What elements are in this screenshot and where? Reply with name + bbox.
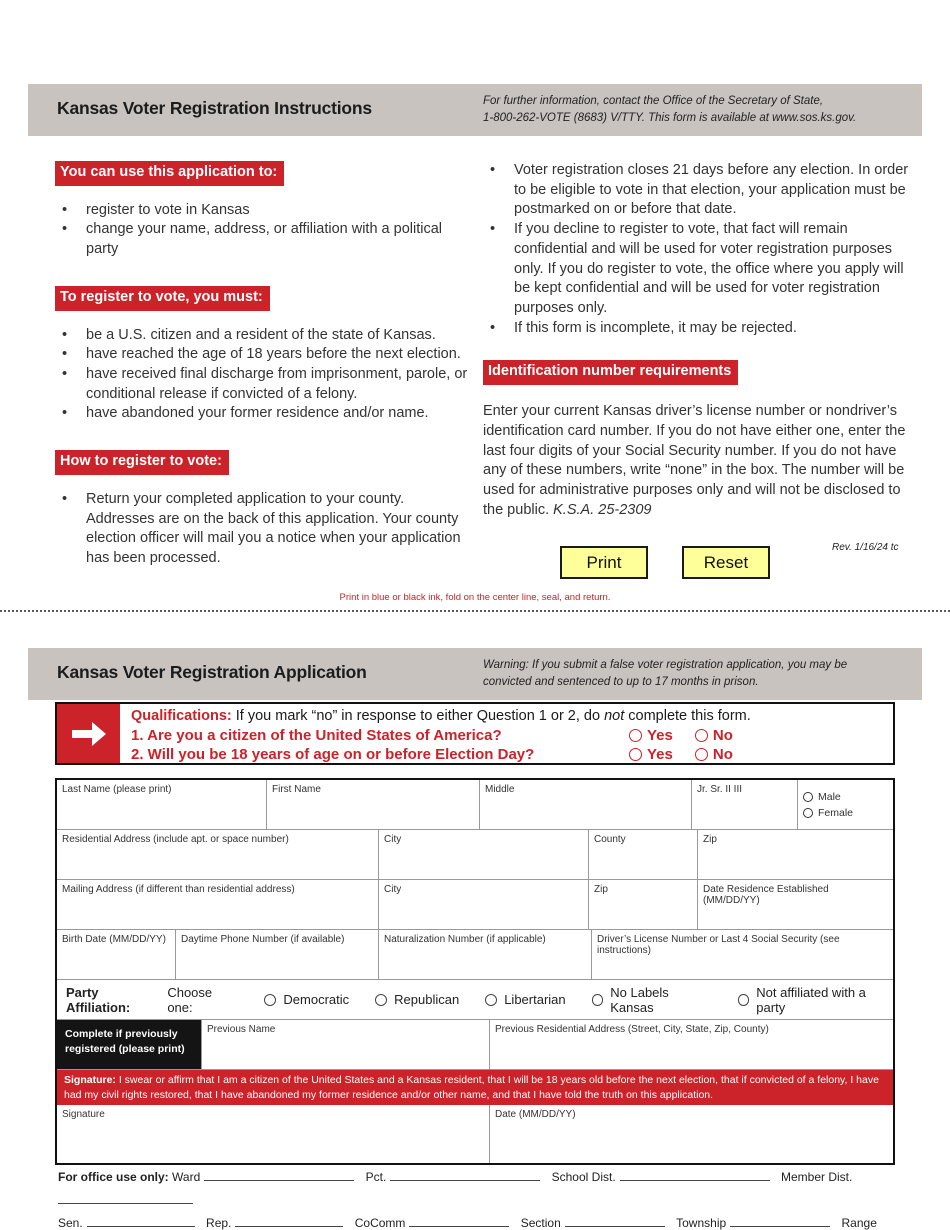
field-label: Date Residence Established (MM/DD/YY) [703, 884, 829, 906]
signature-oath-label: Signature: [64, 1074, 116, 1086]
office-blank [87, 1214, 195, 1227]
mailing-address-field[interactable] [57, 880, 379, 929]
yes-label: Yes [647, 726, 673, 744]
qualifications-text [120, 704, 893, 763]
radio-icon [629, 729, 642, 742]
radio-icon [264, 994, 276, 1006]
q2-no-radio[interactable] [695, 745, 733, 764]
question-2-row [131, 745, 885, 764]
arrow-right-icon [57, 704, 120, 763]
qualifications-intro-em: not [604, 708, 625, 724]
party-option-label: Libertarian [504, 992, 566, 1007]
male-label: Male [818, 790, 841, 803]
instructions-header-band [28, 84, 922, 136]
field-label: Zip [703, 834, 717, 845]
daytime-phone-field[interactable] [176, 930, 379, 979]
field-label: Naturalization Number (if applicable) [384, 934, 546, 945]
field-label: First Name [272, 784, 321, 795]
how-section-list [55, 490, 471, 569]
qualifications-intro-post: complete this form. [624, 708, 751, 724]
radio-icon [375, 994, 387, 1006]
party-not-affiliated-radio[interactable] [738, 985, 893, 1015]
list-item: • have received final discharge from imprisonment, parole, or conditional release if convicted of a felony. [55, 365, 471, 404]
radio-icon [485, 994, 497, 1006]
office-blank [390, 1168, 540, 1181]
identification-row [57, 930, 893, 980]
party-democratic-radio[interactable] [264, 992, 349, 1007]
party-option-label: No Labels Kansas [610, 984, 669, 1015]
instructions-left-column [55, 161, 471, 595]
question-2-text: 2. Will you be 18 years of age on or before Election Day? [131, 745, 535, 763]
naturalization-field[interactable] [379, 930, 592, 979]
office-field-label: Section [520, 1215, 561, 1230]
county-field[interactable] [589, 830, 698, 879]
q1-no-radio[interactable] [695, 726, 733, 745]
statute-citation: K.S.A. 25-2309 [553, 501, 652, 518]
suffix-field[interactable] [692, 780, 798, 829]
list-item: • If you decline to register to vote, that fact will remain confidential and will be used for voter registration purposes only. If you do register to vote, the office where you apply will be kept confidential and will be used for voter registration purposes only. [483, 220, 921, 319]
signature-oath-text: I swear or affirm that I am a citizen of the United States and a Kansas resident, that I will be 18 years old before the next election, that if convicted of a felony, I have had my civil rights restored, that I have abandoned my former residence and/or other name, and that I have told the truth on this application. [64, 1074, 879, 1101]
warning-note-line2: convicted and sentenced to up to 17 months in prison. [483, 675, 759, 688]
residential-zip-field[interactable] [698, 830, 893, 879]
field-label: Signature [62, 1109, 105, 1121]
warning-note [483, 657, 913, 690]
last-name-field[interactable] [57, 780, 267, 829]
id-requirements-paragraph [483, 402, 921, 520]
field-label: Jr. Sr. II III [697, 784, 743, 795]
previous-registration-label: Complete if previously registered (please print) [65, 1028, 185, 1056]
mailing-city-field[interactable] [379, 880, 589, 929]
warning-note-line1: Warning: If you submit a false voter registration application, you may be [483, 659, 848, 671]
office-blank [58, 1191, 193, 1204]
signature-date-field[interactable] [490, 1105, 893, 1163]
office-field-label: Pct. [365, 1170, 387, 1184]
field-label: Daytime Phone Number (if available) [181, 934, 345, 945]
office-field-label: School Dist. [551, 1170, 616, 1184]
radio-icon [629, 748, 642, 761]
office-blank [565, 1214, 665, 1227]
field-label: Residential Address (include apt. or space number) [62, 834, 289, 845]
office-use-row1 [58, 1166, 898, 1212]
id-requirements-body: Enter your current Kansas driver’s license number or nondriver’s identification card number. If you do not have either one, enter the last four digits of your Social Security number. If you do not have any of these numbers, write “none” in the box. The number will be used for administrative purposes only and will not be disclosed to the public. [483, 403, 906, 518]
radio-icon [695, 748, 708, 761]
field-label: Birth Date (MM/DD/YY) [62, 934, 166, 945]
previous-address-field[interactable] [490, 1020, 893, 1069]
choose-one-label: Choose one: [167, 984, 213, 1015]
use-section-header: You can use this application to: [55, 161, 284, 186]
list-item: • Voter registration closes 21 days before any election. In order to be eligible to vote in that election, your application must be postmarked on or before that date. [483, 161, 921, 220]
revision-note: Rev. 1/16/24 tc [832, 542, 899, 553]
right-info-list [483, 161, 921, 338]
male-radio[interactable] [803, 791, 888, 803]
birth-date-field[interactable] [57, 930, 176, 979]
field-label: Zip [594, 884, 608, 895]
field-label: Previous Name [207, 1024, 276, 1035]
party-no-labels-radio[interactable] [592, 985, 712, 1015]
signature-row [57, 1105, 893, 1163]
party-libertarian-radio[interactable] [485, 992, 565, 1007]
q2-yes-radio[interactable] [629, 745, 673, 764]
application-title: Kansas Voter Registration Application [57, 662, 367, 682]
no-label: No [712, 745, 733, 763]
drivers-license-field[interactable] [592, 930, 893, 979]
must-section-header: To register to vote, you must: [55, 286, 270, 311]
office-field-label: Township [676, 1215, 727, 1230]
office-use-section [58, 1166, 898, 1230]
list-item: • register to vote in Kansas [55, 201, 471, 221]
field-label: Driver’s License Number or Last 4 Social Security (see instructions) [597, 934, 840, 956]
fold-instruction-note: Print in blue or black ink, fold on the center line, seal, and return. [339, 592, 611, 603]
contact-note [483, 93, 913, 126]
office-blank [204, 1168, 354, 1181]
field-label: Date (MM/DD/YY) [495, 1109, 576, 1121]
qualifications-box [55, 702, 895, 765]
field-label: Last Name (please print) [62, 784, 172, 795]
female-radio[interactable] [803, 807, 888, 819]
list-item: • have reached the age of 18 years before the next election. [55, 345, 471, 365]
name-row [57, 780, 893, 830]
how-section-header: How to register to vote: [55, 450, 229, 475]
field-label: Middle [485, 784, 515, 795]
id-requirements-header: Identification number requirements [483, 360, 738, 385]
mailing-address-row [57, 880, 893, 930]
previous-registration-header [57, 1020, 202, 1069]
instructions-title: Kansas Voter Registration Instructions [57, 98, 372, 118]
party-option-label: Republican [394, 992, 460, 1007]
print-button[interactable]: Print [560, 546, 648, 579]
field-label: Previous Residential Address (Street, City, State, Zip, County) [495, 1024, 769, 1035]
office-blank [620, 1168, 770, 1181]
list-item: • have abandoned your former residence and/or name. [55, 404, 471, 424]
application-header-band [28, 648, 922, 700]
office-field-label: Member Dist. [781, 1170, 853, 1184]
qualifications-intro [131, 707, 885, 726]
party-affiliation-row [57, 980, 893, 1020]
office-blank [235, 1214, 343, 1227]
mailing-zip-field[interactable] [589, 880, 698, 929]
radio-icon [695, 729, 708, 742]
office-blank [409, 1214, 509, 1227]
field-label: City [384, 884, 402, 895]
radio-icon [592, 994, 604, 1006]
residential-address-field[interactable] [57, 830, 379, 879]
office-field-label: Sen. [58, 1215, 83, 1230]
radio-icon [803, 792, 813, 802]
use-section-list [55, 201, 471, 260]
list-item: • If this form is incomplete, it may be rejected. [483, 319, 921, 339]
reset-button[interactable]: Reset [682, 546, 770, 579]
residential-address-row [57, 830, 893, 880]
fold-dotted-line [0, 610, 950, 612]
radio-icon [738, 994, 750, 1006]
question-1-text: 1. Are you a citizen of the United States of America? [131, 726, 502, 744]
party-option-label: Not affiliated with a party [756, 984, 866, 1015]
date-residence-field[interactable] [698, 880, 893, 929]
middle-name-field[interactable] [480, 780, 692, 829]
qualifications-intro-pre: If you mark “no” in response to either Question 1 or 2, do [231, 708, 605, 724]
yes-label: Yes [647, 745, 673, 763]
list-item: • change your name, address, or affiliation with a political party [55, 220, 471, 259]
office-field-label: CoComm [354, 1215, 406, 1230]
field-label: City [384, 834, 402, 845]
residential-city-field[interactable] [379, 830, 589, 879]
radio-icon [803, 808, 813, 818]
contact-note-line2: 1-800-262-VOTE (8683) V/TTY. This form is available at www.sos.ks.gov. [483, 111, 857, 124]
application-form-table [55, 778, 895, 1165]
first-name-field[interactable] [267, 780, 480, 829]
list-item: • Return your completed application to your county. Addresses are on the back of this application. Your county election officer will mail you a notice when your application has been processed. [55, 490, 471, 569]
field-label: Mailing Address (if different than residential address) [62, 884, 295, 895]
office-field-label: Rep. [206, 1215, 232, 1230]
qualifications-label: Qualifications: [131, 708, 232, 724]
question-1-row [131, 726, 885, 745]
office-field-label: Ward [172, 1170, 201, 1184]
party-option-label: Democratic [283, 992, 350, 1007]
signature-oath-bar [57, 1070, 893, 1105]
no-label: No [712, 726, 733, 744]
list-item: • be a U.S. citizen and a resident of the state of Kansas. [55, 326, 471, 346]
office-use-row2 [58, 1212, 898, 1230]
party-republican-radio[interactable] [375, 992, 459, 1007]
contact-note-line1: For further information, contact the Office of the Secretary of State, [483, 95, 824, 107]
instructions-right-column [483, 161, 921, 521]
must-section-list [55, 326, 471, 425]
office-blank [730, 1214, 830, 1227]
q1-yes-radio[interactable] [629, 726, 673, 745]
female-label: Female [818, 806, 854, 819]
previous-name-field[interactable] [202, 1020, 490, 1069]
party-affiliation-label: Party Affiliation: [66, 984, 131, 1015]
office-use-label: For office use only: [58, 1170, 169, 1184]
sex-field [798, 780, 893, 829]
field-label: County [594, 834, 626, 845]
office-field-label: Range [841, 1215, 877, 1230]
previous-registration-row [57, 1020, 893, 1070]
signature-field[interactable] [57, 1105, 490, 1163]
